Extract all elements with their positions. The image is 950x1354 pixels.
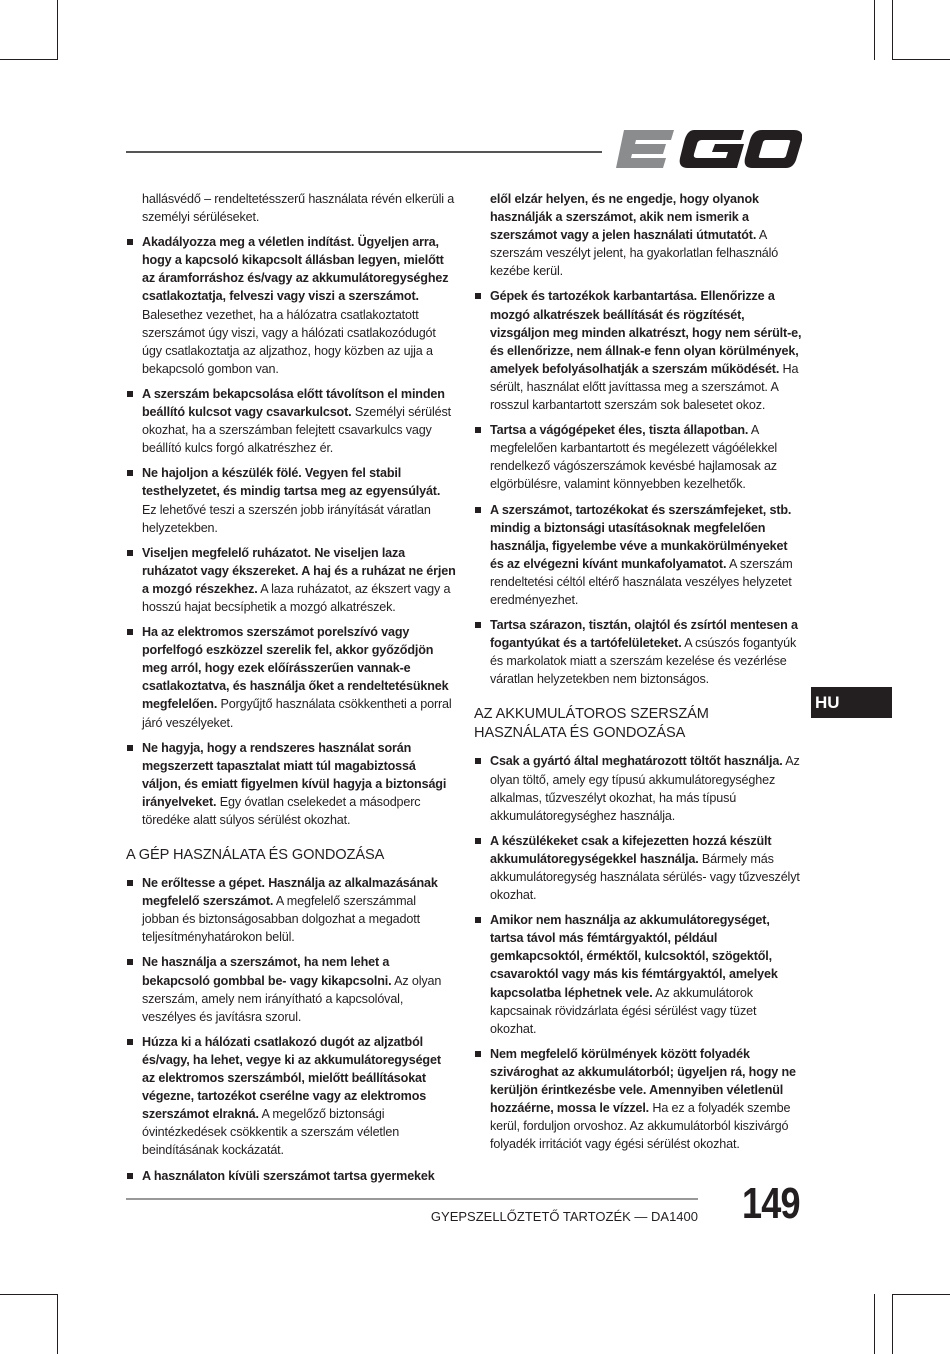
footer-title: GYEPSZELLŐZTETŐ TARTOZÉK — DA1400	[430, 1209, 698, 1224]
bullet-icon	[127, 1173, 133, 1179]
bullet-icon	[127, 391, 133, 397]
list-item: Ne használja a szerszámot, ha nem lehet a bekapcsoló gombbal be- vagy kikapcsolni. Az olyan szerszám, amely nem irányítható a kapcsolóval, veszélyes és javításra szorul.	[126, 953, 456, 1025]
list-item: A készülékeket csak a kifejezetten hozzá készült akkumulátoregységekkel használja. Bármely más akkumulátoregység használata sérülés- vagy tűzveszélyt okozhat.	[474, 832, 804, 904]
list-item: Ne hagyja, hogy a rendszeres használat során megszerzett tapasztalat miatt túl magabiztossá váljon, és emiatt figyelmen kívül hagyja a biztonsági irányelveket. Egy óvatlan cselekedet a másodperc töredéke alatt súlyos sérülést okozhat.	[126, 739, 456, 829]
crop-mark	[892, 0, 893, 60]
list-item: A szerszám bekapcsolása előtt távolítson el minden beállító kulcsot vagy csavarkulcsot. Személyi sérülést okozhat, ha a szerszámban felejtett csavarkulcs vagy beállító kulcs forgó alkatrészhez ér.	[126, 385, 456, 457]
bullet-icon	[475, 917, 481, 923]
bullet-icon	[127, 550, 133, 556]
bullet-icon	[127, 470, 133, 476]
crop-mark	[892, 1294, 950, 1295]
list-item: Húzza ki a hálózati csatlakozó dugót az aljzatból és/vagy, ha lehet, vegye ki az akkumulátoregységet az elektromos szerszámból, mielőtt beállításokat végezne, tartozékot cserélne vagy az elektromos szerszámot elrakná. A megelőző biztonsági óvintézkedések csökkentik a szerszám véletlen beindításának kockázatát.	[126, 1033, 456, 1160]
list-item: A használaton kívüli szerszámot tartsa gyermekek	[126, 1167, 456, 1185]
bullet-icon	[475, 1051, 481, 1057]
bullet-icon	[475, 293, 481, 299]
bullet-icon	[127, 629, 133, 635]
list-item: A szerszámot, tartozékokat és szerszámfejeket, stb. mindig a biztonsági utasításoknak megfelelően használja, figyelembe véve a munkakörülményeket és az elvégezni kívánt munkafolyamatot. A szerszám rendeltetési céltól eltérő használata veszélyes helyzetet eredményezhet.	[474, 501, 804, 610]
bullet-icon	[127, 1039, 133, 1045]
continuation-text: elől elzár helyen, és ne engedje, hogy olyanok használják a szerszámot, akik nem ismerik a szerszámot vagy a jelen használati útmutatót. A szerszám veszélyt jelent, ha gyakorlatlan felhasználó kezébe kerül.	[490, 192, 779, 279]
bullet-icon	[475, 758, 481, 764]
right-column	[474, 190, 804, 1160]
list-item: Tartsa szárazon, tisztán, olajtól és zsírtól mentesen a fogantyúkat és a tartófelületeket. A csúszós fogantyúk és markolatok miatt a szerszám kezelése és vezérlése váratlan helyzetekben nem biztonságos.	[474, 616, 804, 688]
list-item: Ne erőltesse a gépet. Használja az alkalmazásának megfelelő szerszámot. A megfelelő szerszámmal jobban és biztonságosabban dolgozhat a megadott teljesítményhatárokon belül.	[126, 874, 456, 946]
list-item: Amikor nem használja az akkumulátoregységet, tartsa távol más fémtárgyaktól, például gemkapcsoktól, érméktől, kulcsoktól, szögektől, csavaroktól vagy más kis fémtárgyaktól, amelyek kapcsolatba léphetnek vele. Az akkumulátorok kapcsainak rövidzárlata égési sérülést vagy tüzet okozhat.	[474, 911, 804, 1038]
continuation-text: hallásvédő – rendeltetésszerű használata révén elkerüli a személyi sérüléseket.	[142, 192, 455, 225]
section-heading: AZ AKKUMULÁTOROS SZERSZÁM HASZNÁLATA ÉS GONDOZÁSA	[474, 706, 709, 742]
crop-mark	[892, 59, 950, 60]
section-heading: A GÉP HASZNÁLATA ÉS GONDOZÁSA	[126, 847, 385, 864]
bullet-icon	[127, 880, 133, 886]
ego-logo	[616, 128, 802, 174]
crop-mark	[874, 1294, 875, 1354]
crop-mark	[0, 1294, 58, 1295]
bullet-icon	[475, 507, 481, 513]
list-item: Akadályozza meg a véletlen indítást. Ügyeljen arra, hogy a kapcsoló kikapcsolt állásban legyen, mielőtt az áramforráshoz és/vagy az akkumulátoregységhez csatlakoztatja, felveszi vagy viszi a szerszámot. Balesethez vezethet, ha a hálózatra csatlakoztatott szerszámot úgy viszi, vagy a hálózati csatlakozódugót úgy csatlakoztatja az aljzathoz, hogy közben az ujja a bekapcsoló gombon van.	[126, 233, 456, 378]
crop-mark	[57, 1294, 58, 1354]
list-item: Ne hajoljon a készülék fölé. Vegyen fel stabil testhelyzetet, és mindig tartsa meg az egyensúlyát. Ez lehetővé teszi a szerszén jobb irányítását váratlan helyzetekben.	[126, 464, 456, 536]
list-item: Csak a gyártó által meghatározott töltőt használja. Az olyan töltő, amely egy típusú akkumulátoregységhez alkalmas, tűzveszélyt okozhat, ha más típusú akkumulátoregységhez használja.	[474, 752, 804, 824]
list-item: Tartsa a vágógépeket éles, tiszta állapotban. A megfelelően karbantartott és megélezett vágóélekkel rendelkező vágószerszámok kevésbé hajlamosak az elgörbülésre, valamint könnyebben kezelhetők.	[474, 421, 804, 493]
bullet-icon	[127, 959, 133, 965]
footer-rule	[126, 1198, 698, 1200]
bullet-icon	[475, 622, 481, 628]
crop-mark	[0, 59, 58, 60]
bullet-icon	[475, 838, 481, 844]
list-item: Viseljen megfelelő ruházatot. Ne viseljen laza ruházatot vagy ékszereket. A haj és a ruházat ne érjen a mozgó részekhez. A laza ruházatot, az ékszert vagy a hosszú hajat becsíphetik a mozgó alkatrészek.	[126, 544, 456, 616]
bullet-icon	[127, 745, 133, 751]
list-item: Ha az elektromos szerszámot porelszívó vagy porfelfogó eszközzel szerelik fel, akkor győződjön meg arról, hogy ezek előírásszerűen vannak-e csatlakoztatva, és használja őket a rendeltetésüknek megfelelően. Porgyűjtő használata csökkentheti a porral járó veszélyeket.	[126, 623, 456, 732]
list-item: Nem megfelelő körülmények között folyadék szivároghat az akkumulátorból; ügyeljen rá, hogy ne kerüljön érintkezésbe vele. Amennyiben véletlenül hozzáérne, mossa le vízzel. Ha ez a folyadék szembe kerül, forduljon orvoshoz. Az akkumulátorból kiszivárgó folyadék irritációt vagy égési sérülést okozhat.	[474, 1045, 804, 1154]
left-column	[126, 190, 456, 1192]
crop-mark	[874, 0, 875, 60]
bullet-icon	[475, 427, 481, 433]
header-rule	[126, 151, 602, 153]
bullet-icon	[127, 239, 133, 245]
page-number: 149	[742, 1179, 800, 1228]
crop-mark	[57, 0, 58, 60]
crop-mark	[892, 1294, 893, 1354]
list-item: Gépek és tartozékok karbantartása. Ellenőrizze a mozgó alkatrészek beállítását és rögzítését, vizsgáljon meg minden alkatrészt, hogy nem sérült-e, és ellenőrizze, nem állnak-e fenn olyan körülmények, amelyek befolyásolhatják a szerszám működését. Ha sérült, használat előtt javíttassa meg a szerszámot. A rosszul karbantartott szerszám sok balesetet okoz.	[474, 287, 804, 414]
language-tab: HU	[811, 687, 892, 718]
